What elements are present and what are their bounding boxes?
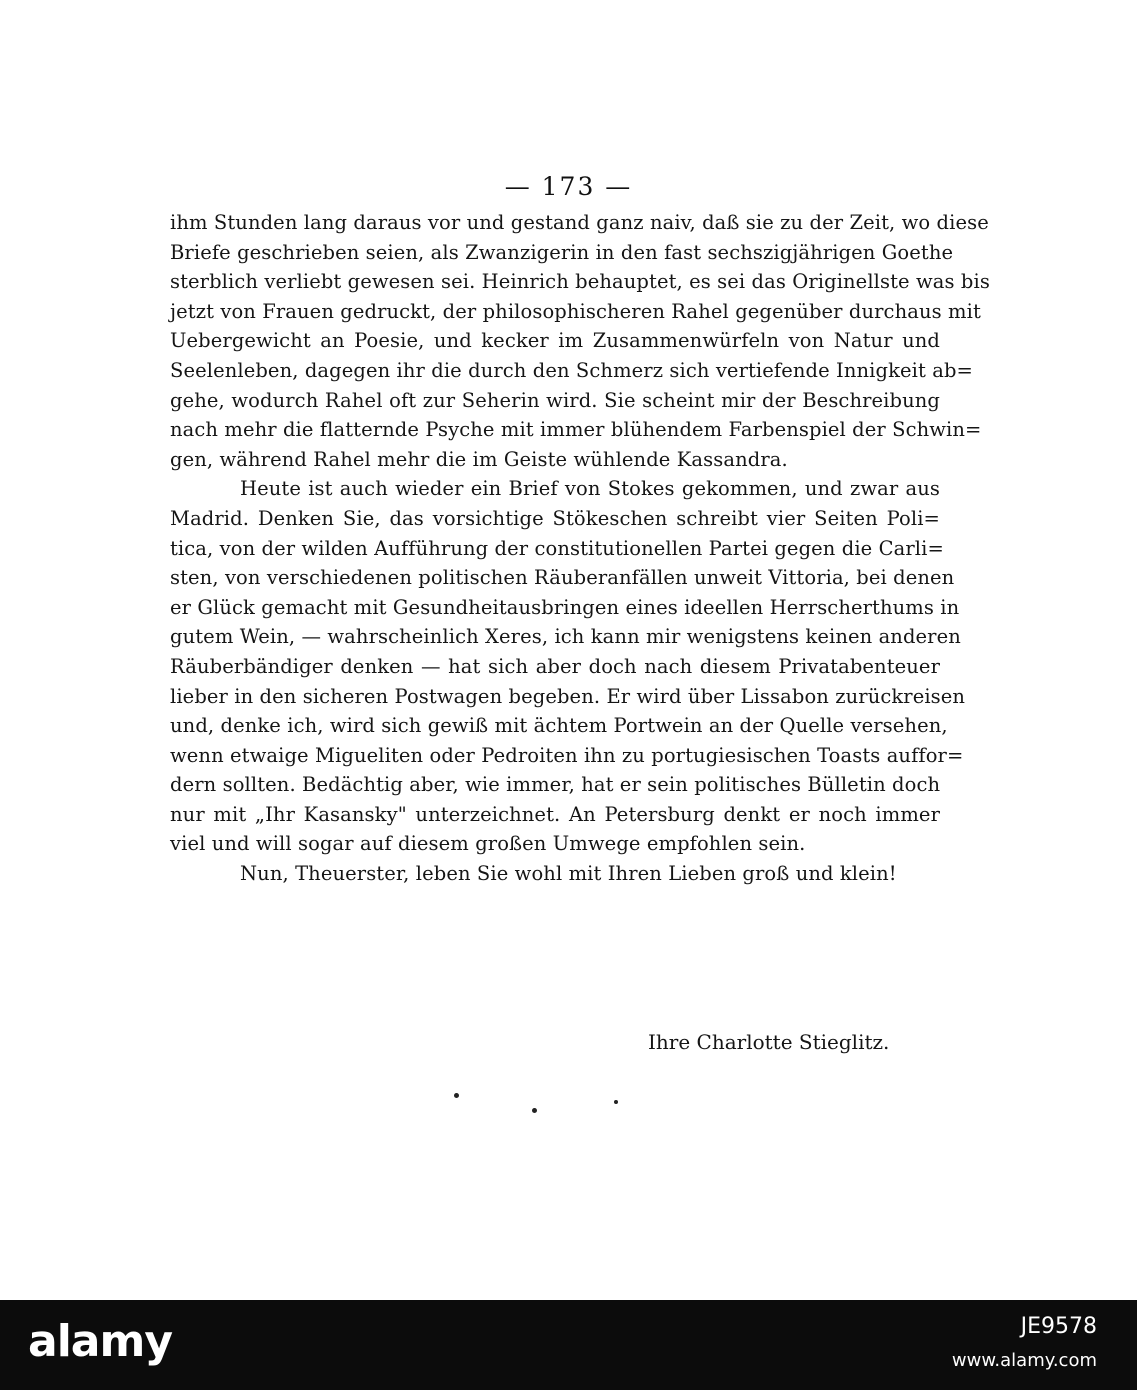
text-line: Seelenleben, dagegen ihr die durch den Schmerz sich vertiefende Innigkeit ab= — [170, 358, 973, 382]
text-line: Heute ist auch wieder ein Brief von Stokes gekommen, und zwar aus — [240, 477, 940, 501]
text-line: er Glück gemacht mit Gesundheitausbringen eines ideellen Herrscherthums in — [170, 595, 960, 619]
text-line: Briefe geschrieben seien, als Zwanzigerin in den fast sechszigjährigen Goethe — [170, 240, 954, 264]
letter-body — [170, 208, 990, 889]
text-line: gutem Wein, — wahrscheinlich Xeres, ich kann mir wenigstens keinen anderen — [170, 625, 961, 649]
text-line: Nun, Theuerster, leben Sie wohl mit Ihren Lieben groß und klein! — [240, 862, 897, 886]
alamy-logo: alamy — [28, 1316, 172, 1367]
text-line: Räuberbändiger denken — hat sich aber doch nach diesem Privatabenteuer — [170, 654, 940, 678]
text-line: Uebergewicht an Poesie, und kecker im Zusammenwürfeln von Natur und — [170, 329, 940, 353]
text-line: jetzt von Frauen gedruckt, der philosophischeren Rahel gegenüber durchaus mit — [170, 299, 981, 323]
ornament-dot — [614, 1100, 618, 1104]
text-line: gehe, wodurch Rahel oft zur Seherin wird. Sie scheint mir der Beschreibung — [170, 388, 940, 412]
image-id: JE9578 — [1020, 1314, 1097, 1339]
watermark-footer — [0, 1300, 1137, 1390]
text-line: nach mehr die flatternde Psyche mit immer blühendem Farbenspiel der Schwin= — [170, 418, 982, 442]
text-line: dern sollten. Bedächtig aber, wie immer, hat er sein politisches Bülletin doch — [170, 773, 941, 797]
signature: Ihre Charlotte Stieglitz. — [648, 1030, 890, 1054]
text-line: Madrid. Denken Sie, das vorsichtige Stökeschen schreibt vier Seiten Poli= — [170, 506, 940, 530]
text-line: gen, während Rahel mehr die im Geiste wühlende Kassandra. — [170, 447, 788, 471]
text-line: viel und will sogar auf diesem großen Umwege empfohlen sein. — [170, 832, 806, 856]
text-line: tica, von der wilden Aufführung der constitutionellen Partei gegen die Carli= — [170, 536, 944, 560]
text-line: und, denke ich, wird sich gewiß mit ächtem Portwein an der Quelle versehen, — [170, 714, 948, 738]
text-line: sterblich verliebt gewesen sei. Heinrich behauptet, es sei das Originellste was bis — [170, 270, 990, 294]
text-line: lieber in den sicheren Postwagen begeben. Er wird über Lissabon zurückreisen — [170, 684, 966, 708]
ornament-dot — [532, 1108, 537, 1113]
footer-url: www.alamy.com — [951, 1350, 1097, 1371]
text-line: wenn etwaige Migueliten oder Pedroiten ihn zu portugiesischen Toasts auffor= — [170, 743, 964, 767]
text-line: ihm Stunden lang daraus vor und gestand ganz naiv, daß sie zu der Zeit, wo diese — [170, 211, 989, 234]
text-line: nur mit „Ihr Kasansky" unterzeichnet. An Petersburg denkt er noch immer — [170, 802, 940, 826]
ornament-dot — [454, 1093, 459, 1098]
page-number: — 173 — — [504, 172, 633, 201]
text-line: sten, von verschiedenen politischen Räuberanfällen unweit Vittoria, bei denen — [170, 566, 955, 590]
